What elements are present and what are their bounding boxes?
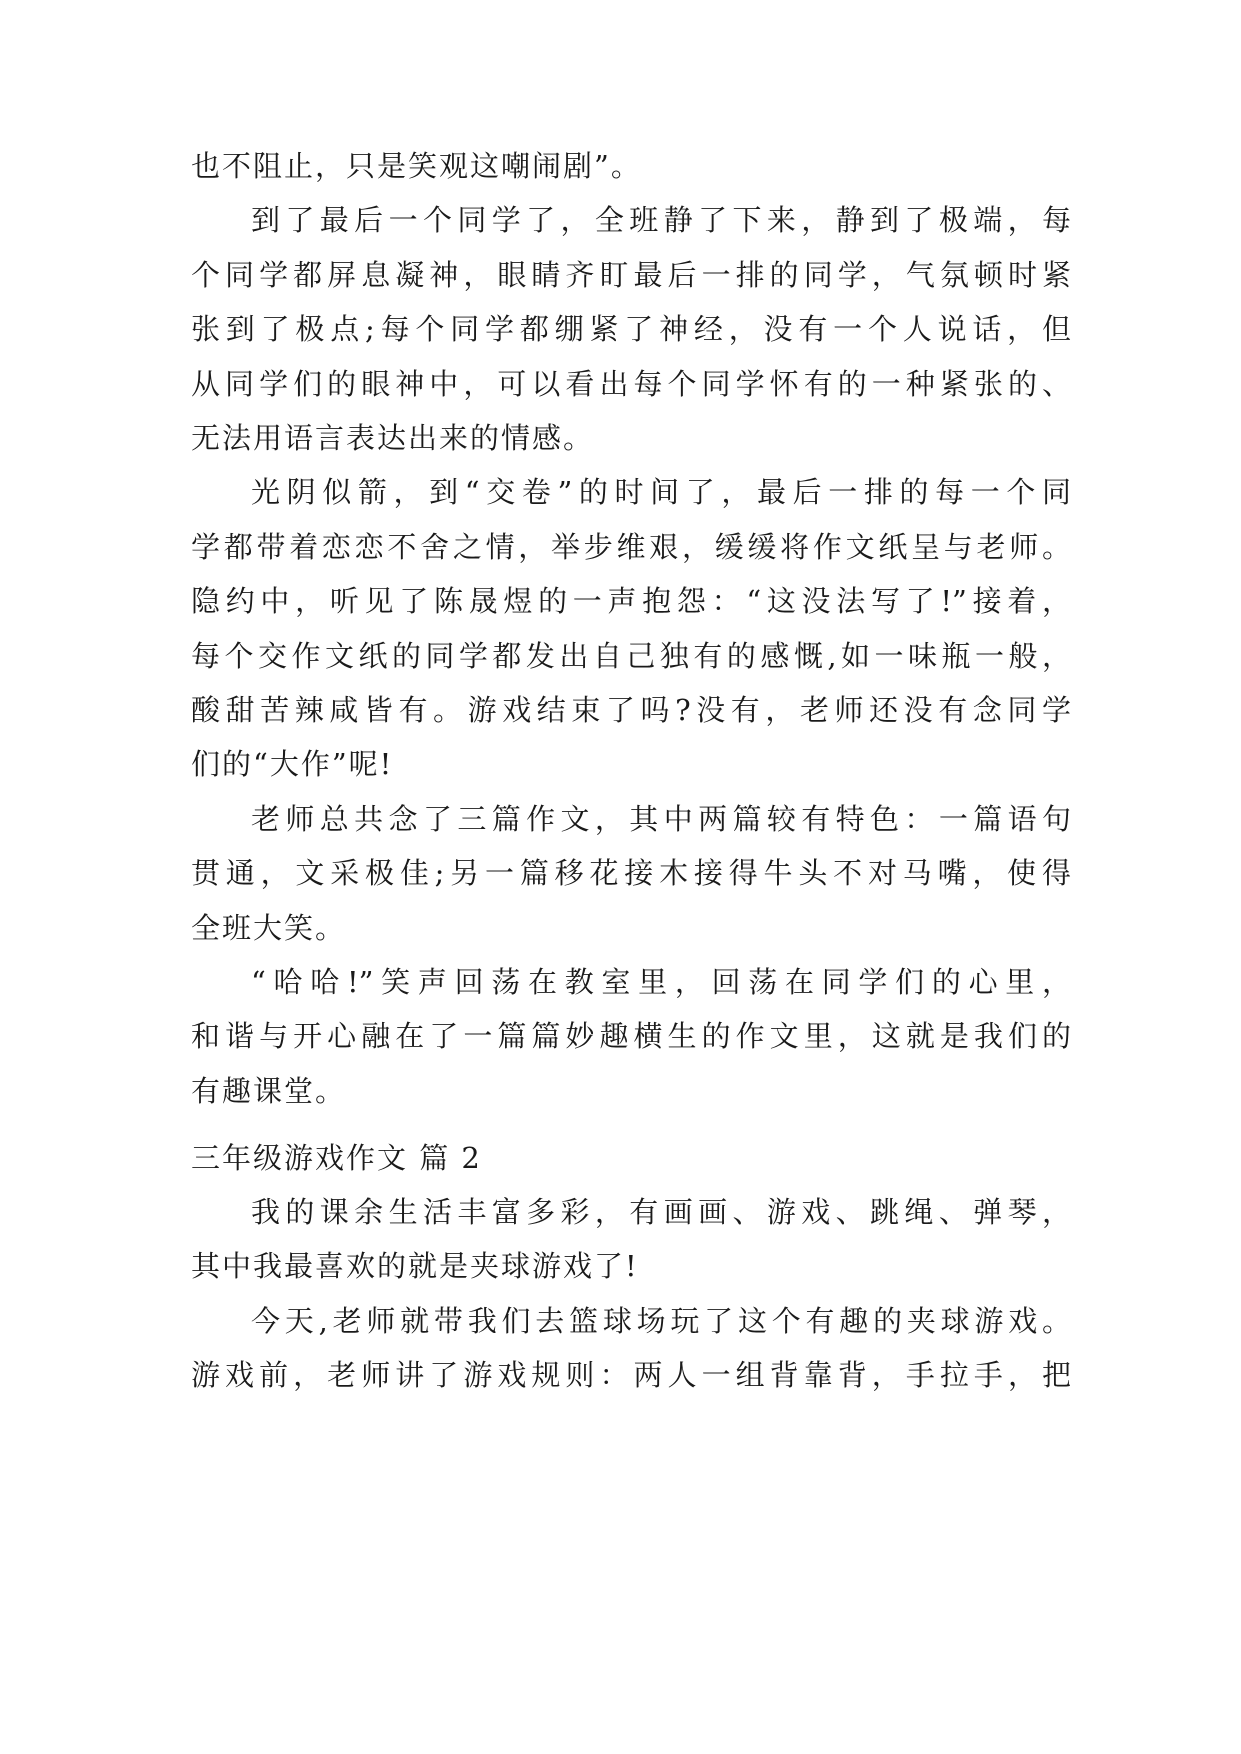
text-line: 到了最后一个同学了，全班静了下来，静到了极端，每 xyxy=(251,203,1071,238)
text-line: 贯通，文采极佳;另一篇移花接木接得牛头不对马嘴，使得 xyxy=(191,856,1071,891)
text-line: 个同学都屏息凝神，眼睛齐盯最后一排的同学，气氛顿时紧 xyxy=(191,257,1071,292)
text-line: 有趣课堂。 xyxy=(191,1073,347,1108)
text-line: 张到了极点;每个同学都绷紧了神经，没有一个人说话，但 xyxy=(191,312,1071,347)
section-heading: 三年级游戏作文 篇 2 xyxy=(191,1141,482,1175)
text-line: “哈哈!”笑声回荡在教室里，回荡在同学们的心里， xyxy=(251,965,1071,999)
text-line: 从同学们的眼神中，可以看出每个同学怀有的一种紧张的、 xyxy=(191,366,1071,401)
text-line: 学都带着恋恋不舍之情，举步维艰，缓缓将作文纸呈与老师。 xyxy=(191,529,1071,564)
text-line: 无法用语言表达出来的情感。 xyxy=(191,421,595,455)
text-line: 今天,老师就带我们去篮球场玩了这个有趣的夹球游戏。 xyxy=(251,1303,1071,1338)
text-line: 隐约中，听见了陈晟煜的一声抱怨：“这没法写了!”接着， xyxy=(191,584,1071,619)
text-line: 也不阻止，只是笑观这嘲闹剧”。 xyxy=(191,149,642,183)
text-line: 我的课余生活丰富多彩，有画画、游戏、跳绳、弹琴， xyxy=(251,1195,1071,1229)
text-line: 全班大笑。 xyxy=(191,910,347,945)
text-line: 酸甜苦辣咸皆有。游戏结束了吗?没有，老师还没有念同学 xyxy=(191,693,1071,727)
text-line: 光阴似箭，到“交卷”的时间了，最后一排的每一个同 xyxy=(251,475,1071,510)
text-line: 每个交作文纸的同学都发出自己独有的感慨,如一味瓶一般， xyxy=(191,638,1071,673)
text-line: 游戏前，老师讲了游戏规则：两人一组背靠背，手拉手，把 xyxy=(191,1358,1071,1393)
text-line: 老师总共念了三篇作文，其中两篇较有特色：一篇语句 xyxy=(251,801,1071,836)
text-line: 和谐与开心融在了一篇篇妙趣横生的作文里，这就是我们的 xyxy=(191,1019,1071,1054)
text-line: 们的“大作”呢! xyxy=(191,747,394,782)
text-line: 其中我最喜欢的就是夹球游戏了! xyxy=(191,1249,639,1284)
